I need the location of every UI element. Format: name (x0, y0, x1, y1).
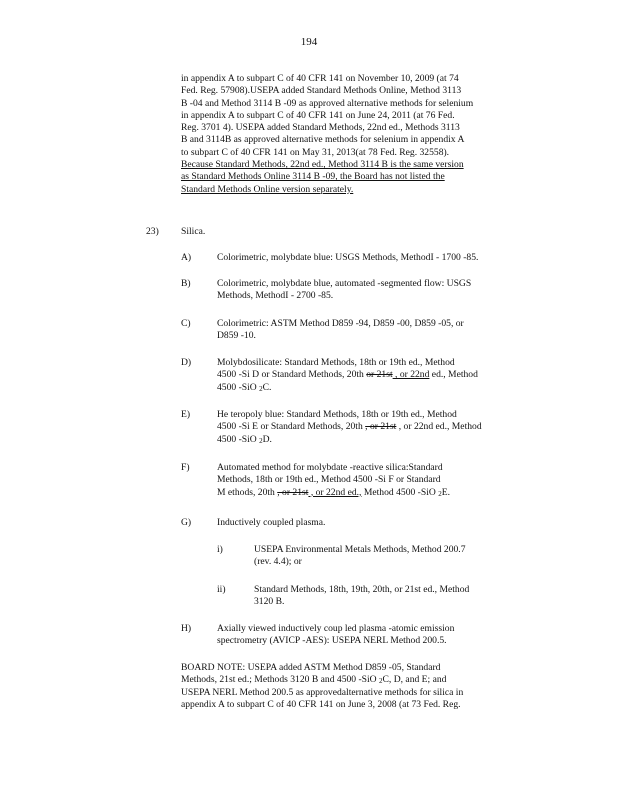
item-line (217, 434, 482, 446)
item-line: spectrometry (AVICP -AES): USEPA NERL Method 200.5. (217, 635, 447, 647)
intro-line: in appendix A to subpart C of 40 CFR 141 on June 24, 2011 (at 76 Fed. (181, 109, 455, 121)
item-line (217, 382, 478, 394)
item-label: G) (181, 517, 192, 528)
item-f (217, 462, 450, 499)
intro-line-underlined: as Standard Methods Online 3114 B -09, the Board has not listed the (181, 171, 445, 183)
text: C, D, and E; and (382, 674, 447, 686)
item-line: Axially viewed inductively coup led plasma -atomic emission (217, 623, 455, 634)
inserted-text: , or 22nd (392, 369, 430, 381)
item-label: H) (181, 623, 192, 634)
intro-line: B -04 and Method 3114 B -09 as approved alternative methods for selenium (181, 97, 474, 109)
intro-line: Fed. Reg. 57908).USEPA added Standard Methods Online, Method 3113 (181, 85, 462, 97)
item-line: Standard Methods, 18th, 19th, 20th, or 21st ed., Method (254, 584, 470, 595)
subscript: 2 (438, 489, 442, 498)
text: Method 4500 -SiO (361, 486, 439, 498)
item-line: Methods, MethodI - 2700 -85. (217, 290, 334, 302)
item-line: Colorimetric, molybdate blue: USGS Methods, MethodI - 1700 -85. (217, 252, 479, 263)
item-line (217, 369, 478, 381)
subscript: 2 (259, 384, 263, 393)
note-line: USEPA NERL Method 200.5 as approvedalternative methods for silica in (181, 686, 464, 698)
item-line: Methods, 18th or 19th ed., Method 4500 -Si F or Standard (217, 474, 441, 486)
note-line (181, 674, 541, 686)
page-number: 194 (300, 36, 318, 48)
struck-text: or 21st (366, 369, 393, 381)
item-a (217, 252, 478, 264)
note-line: BOARD NOTE: USEPA added ASTM Method D859 -05, Standard (181, 662, 441, 673)
item-line (217, 421, 482, 433)
text: 4500 -Si D or Standard Methods, 20th (217, 369, 367, 381)
text: , or 22nd ed., Method (396, 421, 482, 433)
intro-line-underlined: Because Standard Methods, 22nd ed., Method 3114 B is the same version (181, 159, 464, 171)
item-line: Molybdosilicate: Standard Methods, 18th or 19th ed., Method (217, 357, 455, 368)
section-title: Silica. (181, 226, 206, 237)
struck-text: , or 21st (365, 421, 397, 433)
item-label: D) (181, 357, 192, 368)
subitem-ii (254, 584, 469, 609)
subitem-label: ii) (217, 584, 226, 595)
board-note (181, 662, 541, 711)
section-number: 23) (146, 226, 159, 237)
text: C. (262, 381, 272, 393)
item-line: Automated method for molybdate -reactive silica:Standard (217, 462, 443, 473)
subitem-label: i) (217, 544, 223, 555)
text: 4500 -Si E or Standard Methods, 20th (217, 421, 366, 433)
item-e (217, 409, 482, 446)
item-label: A) (181, 252, 192, 263)
text: D. (262, 433, 272, 445)
intro-line-underlined: Standard Methods Online version separately. (181, 183, 354, 195)
subscript: 2 (259, 436, 263, 445)
item-d (217, 357, 478, 394)
item-g (217, 517, 325, 529)
item-label: F) (181, 462, 190, 473)
intro-line: Reg. 3701 4). USEPA added Standard Methods, 22nd ed., Methods 3113 (181, 122, 460, 134)
struck-text: , or 21st (277, 486, 309, 498)
item-b (217, 278, 471, 303)
intro-line: in appendix A to subpart C of 40 CFR 141 on November 10, 2009 (at 74 (181, 73, 459, 84)
text: Methods, 21st ed.; Methods 3120 B and 4500 -SiO (181, 674, 380, 686)
item-line: (rev. 4.4); or (254, 556, 302, 568)
intro-line: to subpart C of 40 CFR 141 on May 31, 2013(at 78 Fed. Reg. 32558). (181, 146, 450, 158)
item-label: B) (181, 278, 191, 289)
item-line: D859 -10. (217, 330, 256, 342)
subitem-i (254, 544, 466, 569)
text: 4500 -SiO (217, 433, 260, 445)
item-label: C) (181, 318, 191, 329)
text: E. (441, 486, 450, 498)
item-line: 3120 B. (254, 596, 285, 608)
item-h (217, 623, 454, 648)
item-line (217, 487, 450, 499)
item-line: USEPA Environmental Metals Methods, Method 200.7 (254, 544, 466, 555)
text: M ethods, 20th (217, 486, 278, 498)
item-c (217, 318, 464, 343)
item-line: Inductively coupled plasma. (217, 517, 326, 528)
subscript: 2 (379, 677, 383, 686)
inserted-text: , or 22nd ed., (308, 486, 362, 498)
intro-line: B and 3114B as approved alternative methods for selenium in appendix A (181, 134, 465, 146)
text: ed., Method (429, 369, 478, 381)
item-line: Colorimetric: ASTM Method D859 -94, D859 -00, D859 -05, or (217, 318, 464, 329)
item-line: Colorimetric, molybdate blue, automated -segmented flow: USGS (217, 278, 472, 289)
note-line: appendix A to subpart C of 40 CFR 141 on June 3, 2008 (at 73 Fed. Reg. (181, 698, 461, 710)
item-label: E) (181, 409, 191, 420)
item-line: He teropoly blue: Standard Methods, 18th or 19th ed., Method (217, 409, 457, 420)
intro-paragraph (181, 73, 537, 196)
text: 4500 -SiO (217, 381, 260, 393)
